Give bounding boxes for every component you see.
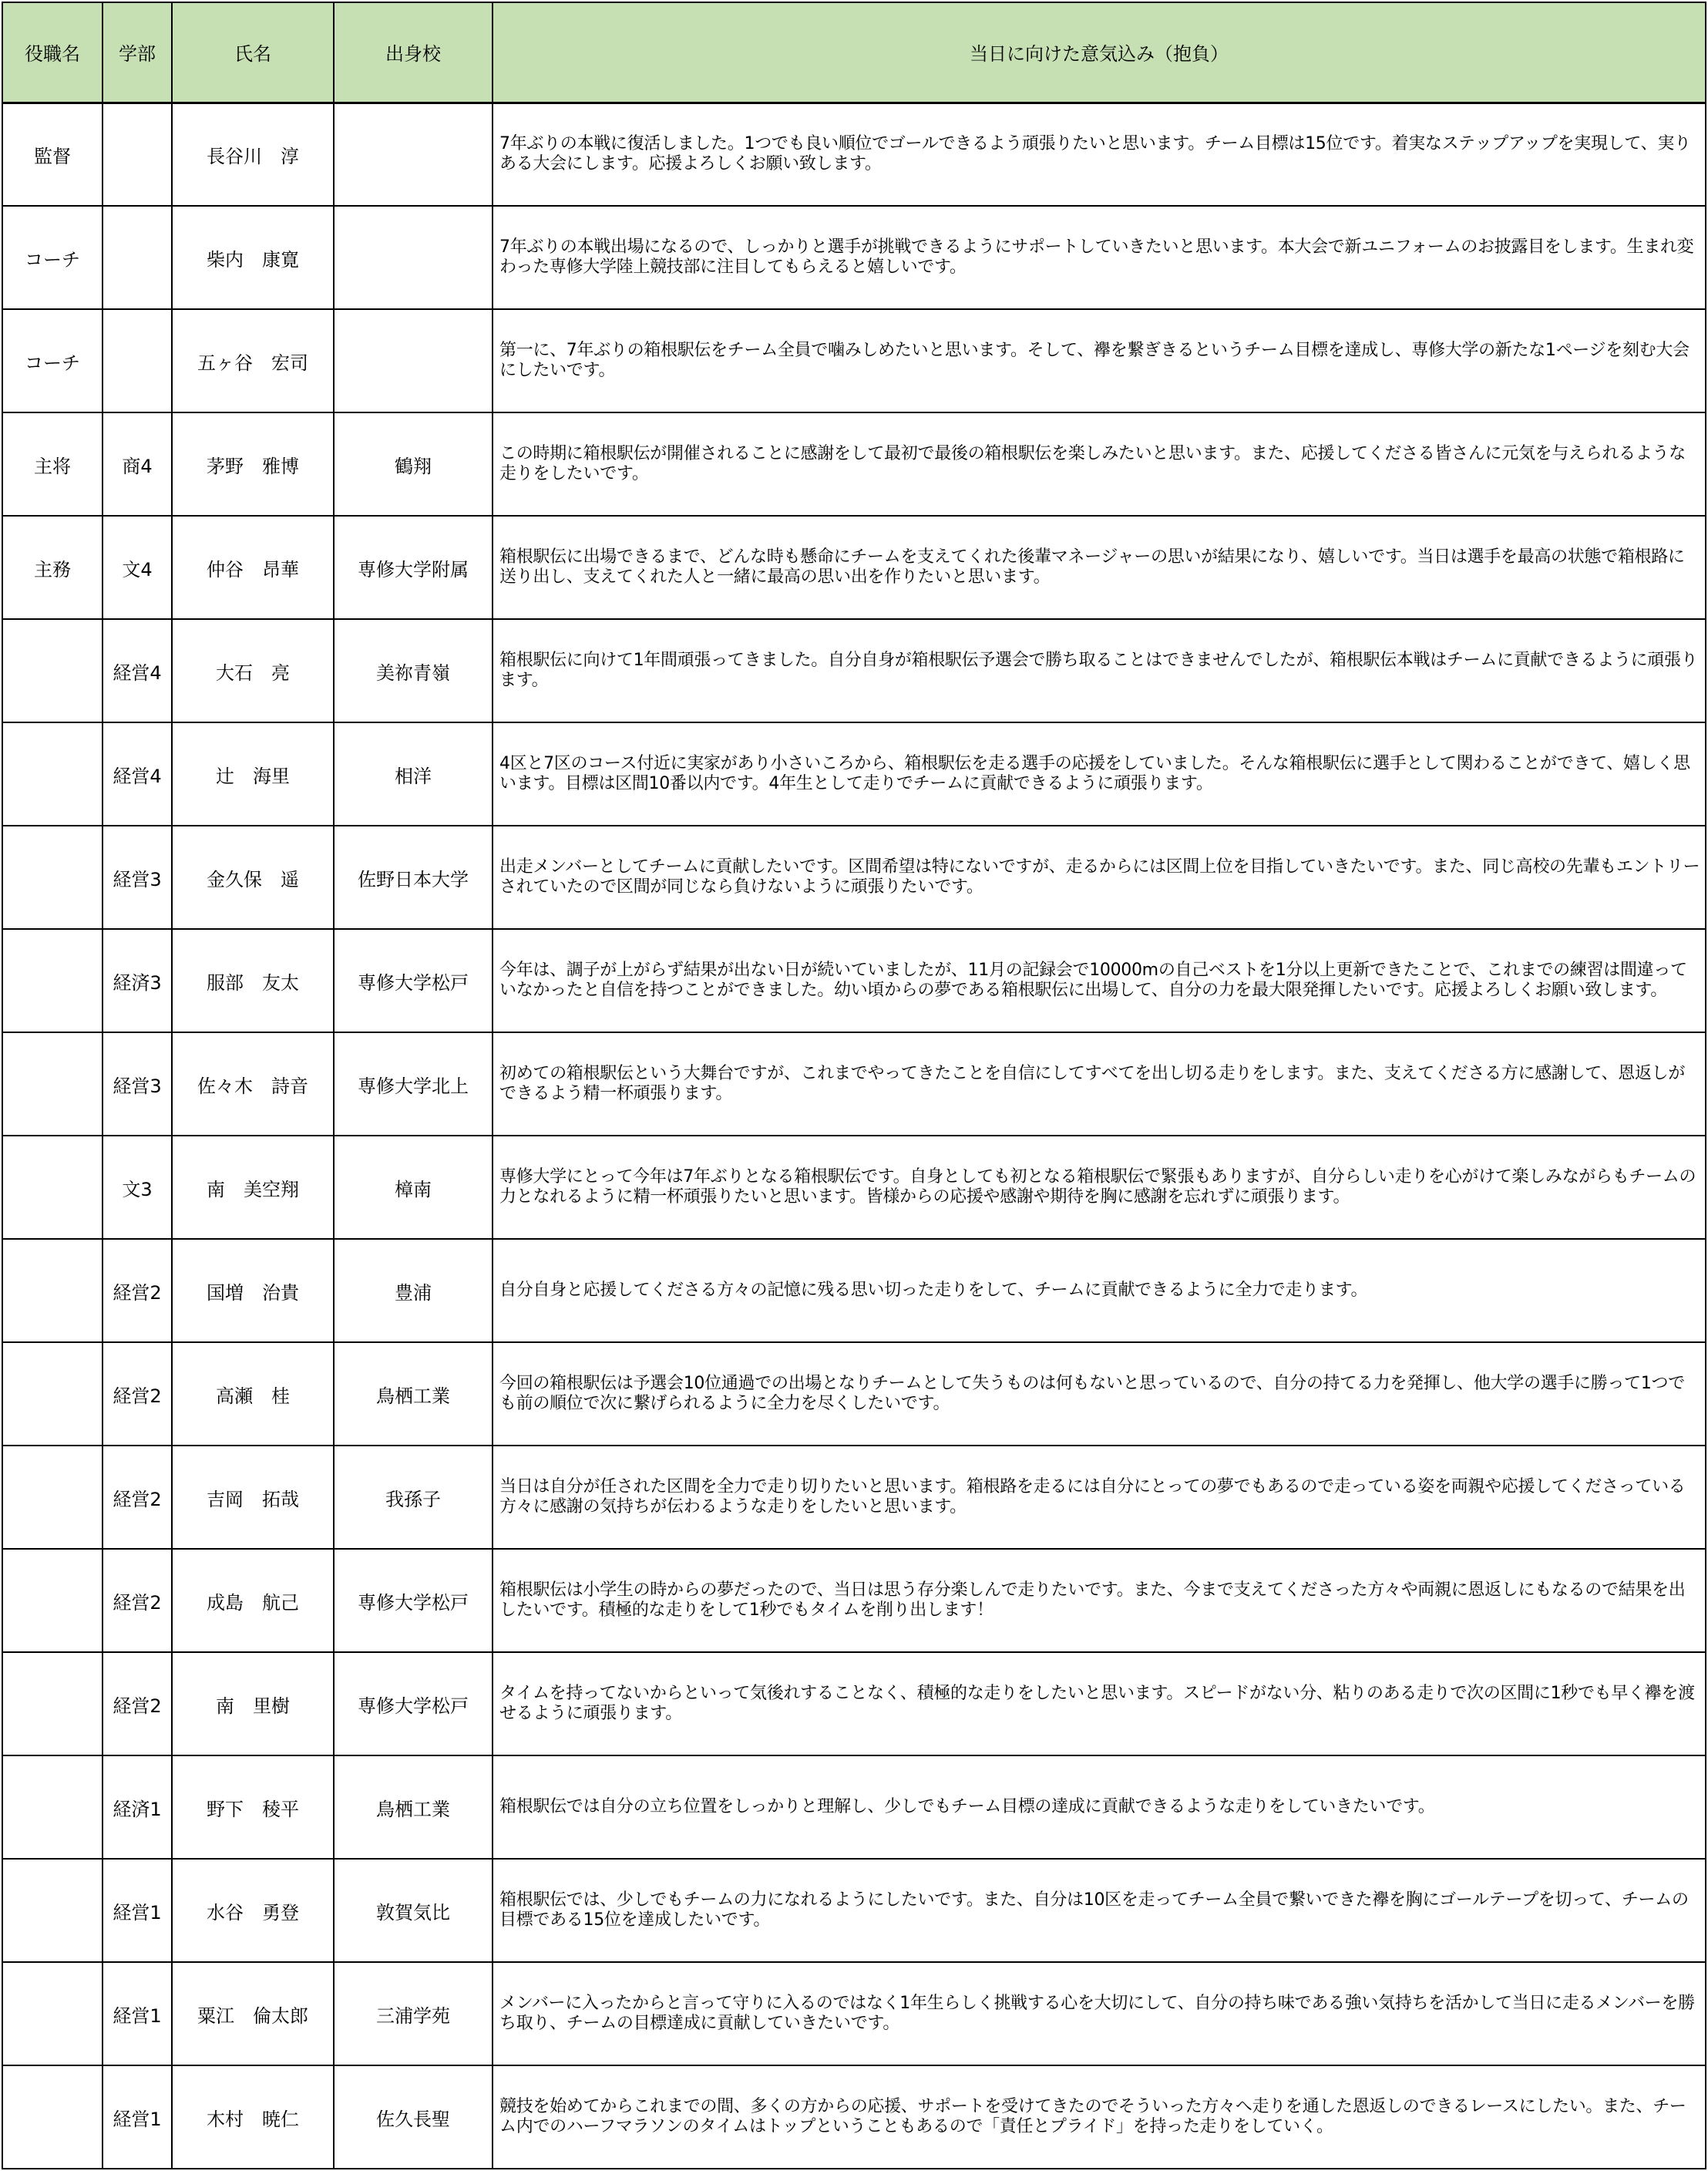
message-cell: 箱根駅伝では、少しでもチームの力になれるようにしたいです。また、自分は10区を走ってチーム全員で繋いできた襷を胸にゴールテープを切って、チームの目標である15位を達成したいです。 <box>493 1859 1706 1962</box>
school-cell: 鳥栖工業 <box>334 1342 493 1446</box>
message-cell: 第一に、7年ぶりの箱根駅伝をチーム全員で噛みしめたいと思います。そして、襷を繋ぎきるというチーム目標を達成し、専修大学の新たな1ページを刻む大会にしたいです。 <box>493 309 1706 412</box>
role-cell: 監督 <box>2 103 103 206</box>
table-row <box>2 1446 1706 1549</box>
faculty-cell: 経営1 <box>103 2065 172 2169</box>
roster-sheet <box>2 2 1705 2169</box>
faculty-cell: 商4 <box>103 412 172 516</box>
faculty-cell: 経済1 <box>103 1755 172 1859</box>
name-cell: 南 美空翔 <box>172 1136 334 1239</box>
message-cell: 初めての箱根駅伝という大舞台ですが、これまでやってきたことを自信にしてすべてを出し切る走りをします。また、支えてくださる方に感謝して、恩返しができるよう精一杯頑張ります。 <box>493 1032 1706 1136</box>
school-cell: 三浦学苑 <box>334 1962 493 2065</box>
message-cell: 箱根駅伝に向けて1年間頑張ってきました。自分自身が箱根駅伝予選会で勝ち取ることはできませんでしたが、箱根駅伝本戦はチームに貢献できるように頑張ります。 <box>493 619 1706 722</box>
header-name: 氏名 <box>172 2 334 103</box>
school-cell <box>334 103 493 206</box>
table-row <box>2 309 1706 412</box>
role-cell <box>2 1446 103 1549</box>
name-cell: 水谷 勇登 <box>172 1859 334 1962</box>
message-cell: 箱根駅伝は小学生の時からの夢だったので、当日は思う存分楽しんで走りたいです。また、今まで支えてくださった方々や両親に恩返しにもなるので結果を出したいです。積極的な走りをして1秒でもタイムを削り出します！ <box>493 1549 1706 1652</box>
table-row <box>2 619 1706 722</box>
school-cell: 専修大学松戸 <box>334 1549 493 1652</box>
role-cell: コーチ <box>2 206 103 309</box>
school-cell: 相洋 <box>334 722 493 826</box>
table-row <box>2 2065 1706 2169</box>
table-row <box>2 1136 1706 1239</box>
faculty-cell: 経営3 <box>103 1032 172 1136</box>
name-cell: 茅野 雅博 <box>172 412 334 516</box>
message-cell: メンバーに入ったからと言って守りに入るのではなく1年生らしく挑戦する心を大切にして、自分の持ち味である強い気持ちを活かして当日に走るメンバーを勝ち取り、チームの目標達成に貢献していきたいです。 <box>493 1962 1706 2065</box>
faculty-cell: 経営2 <box>103 1652 172 1755</box>
message-cell: 自分自身と応援してくださる方々の記憶に残る思い切った走りをして、チームに貢献できるように全力で走ります。 <box>493 1239 1706 1342</box>
role-cell <box>2 1549 103 1652</box>
school-cell: 専修大学松戸 <box>334 929 493 1032</box>
school-cell: 鳥栖工業 <box>334 1755 493 1859</box>
name-cell: 木村 暁仁 <box>172 2065 334 2169</box>
faculty-cell <box>103 309 172 412</box>
table-row <box>2 412 1706 516</box>
name-cell: 野下 稜平 <box>172 1755 334 1859</box>
faculty-cell: 経済3 <box>103 929 172 1032</box>
name-cell: 佐々木 詩音 <box>172 1032 334 1136</box>
faculty-cell <box>103 103 172 206</box>
role-cell <box>2 1136 103 1239</box>
school-cell: 専修大学附属 <box>334 516 493 619</box>
faculty-cell: 経営2 <box>103 1239 172 1342</box>
name-cell: 高瀬 桂 <box>172 1342 334 1446</box>
table-row <box>2 1962 1706 2065</box>
header-row <box>2 2 1706 103</box>
role-cell <box>2 722 103 826</box>
message-cell: 今年は、調子が上がらず結果が出ない日が続いていましたが、11月の記録会で10000mの自己ベストを1分以上更新できたことで、これまでの練習は間違っていなかったと自信を持つことができました。幼い頃からの夢である箱根駅伝に出場して、自分の力を最大限発揮したいです。応援よろしくお願い致します。 <box>493 929 1706 1032</box>
message-cell: 箱根駅伝では自分の立ち位置をしっかりと理解し、少しでもチーム目標の達成に貢献できるような走りをしていきたいです。 <box>493 1755 1706 1859</box>
school-cell: 鶴翔 <box>334 412 493 516</box>
role-cell <box>2 929 103 1032</box>
name-cell: 粟江 倫太郎 <box>172 1962 334 2065</box>
school-cell: 専修大学北上 <box>334 1032 493 1136</box>
name-cell: 辻 海里 <box>172 722 334 826</box>
faculty-cell: 経営2 <box>103 1446 172 1549</box>
message-cell: 競技を始めてからこれまでの間、多くの方からの応援、サポートを受けてきたのでそういった方々へ走りを通した恩返しのできるレースにしたい。また、チーム内でのハーフマラソンのタイムはトップということもあるので「責任とプライド」を持った走りをしていく。 <box>493 2065 1706 2169</box>
message-cell: 箱根駅伝に出場できるまで、どんな時も懸命にチームを支えてくれた後輩マネージャーの思いが結果になり、嬉しいです。当日は選手を最高の状態で箱根路に送り出し、支えてくれた人と一緒に最高の思い出を作りたいと思います。 <box>493 516 1706 619</box>
name-cell: 服部 友太 <box>172 929 334 1032</box>
table-row <box>2 722 1706 826</box>
header-school: 出身校 <box>334 2 493 103</box>
role-cell: 主将 <box>2 412 103 516</box>
name-cell: 仲谷 昂華 <box>172 516 334 619</box>
role-cell: 主務 <box>2 516 103 619</box>
faculty-cell: 文4 <box>103 516 172 619</box>
faculty-cell: 経営2 <box>103 1549 172 1652</box>
school-cell: 樟南 <box>334 1136 493 1239</box>
role-cell <box>2 619 103 722</box>
name-cell: 国増 治貴 <box>172 1239 334 1342</box>
role-cell <box>2 1652 103 1755</box>
table-row <box>2 516 1706 619</box>
table-row <box>2 826 1706 929</box>
role-cell: コーチ <box>2 309 103 412</box>
table-row <box>2 206 1706 309</box>
school-cell: 佐野日本大学 <box>334 826 493 929</box>
faculty-cell: 経営3 <box>103 826 172 929</box>
role-cell <box>2 1342 103 1446</box>
role-cell <box>2 1032 103 1136</box>
role-cell <box>2 1962 103 2065</box>
school-cell: 専修大学松戸 <box>334 1652 493 1755</box>
faculty-cell: 経営1 <box>103 1962 172 2065</box>
name-cell: 長谷川 淳 <box>172 103 334 206</box>
message-cell: 4区と7区のコース付近に実家があり小さいころから、箱根駅伝を走る選手の応援をしていました。そんな箱根駅伝に選手として関わることができて、嬉しく思います。目標は区間10番以内です。4年生として走りでチームに貢献できるように頑張ります。 <box>493 722 1706 826</box>
header-message: 当日に向けた意気込み（抱負） <box>493 2 1706 103</box>
faculty-cell: 経営2 <box>103 1342 172 1446</box>
school-cell: 豊浦 <box>334 1239 493 1342</box>
faculty-cell: 経営4 <box>103 619 172 722</box>
table-row <box>2 929 1706 1032</box>
table-row <box>2 103 1706 206</box>
header-faculty: 学部 <box>103 2 172 103</box>
role-cell <box>2 826 103 929</box>
message-cell: 今回の箱根駅伝は予選会10位通過での出場となりチームとして失うものは何もないと思っているので、自分の持てる力を発揮し、他大学の選手に勝って1つでも前の順位で次に繋げられるように全力を尽くしたいです。 <box>493 1342 1706 1446</box>
name-cell: 南 里樹 <box>172 1652 334 1755</box>
message-cell: 出走メンバーとしてチームに貢献したいです。区間希望は特にないですが、走るからには区間上位を目指していきたいです。また、同じ高校の先輩もエントリーされていたので区間が同じなら負けないように頑張りたいです。 <box>493 826 1706 929</box>
name-cell: 金久保 遥 <box>172 826 334 929</box>
name-cell: 五ヶ谷 宏司 <box>172 309 334 412</box>
name-cell: 成島 航己 <box>172 1549 334 1652</box>
school-cell: 佐久長聖 <box>334 2065 493 2169</box>
role-cell <box>2 1755 103 1859</box>
role-cell <box>2 1859 103 1962</box>
message-cell: 7年ぶりの本戦出場になるので、しっかりと選手が挑戦できるようにサポートしていきたいと思います。本大会で新ユニフォームのお披露目をします。生まれ変わった専修大学陸上競技部に注目してもらえると嬉しいです。 <box>493 206 1706 309</box>
message-cell: 専修大学にとって今年は7年ぶりとなる箱根駅伝です。自身としても初となる箱根駅伝で緊張もありますが、自分らしい走りを心がけて楽しみながらもチームの力となれるように精一杯頑張りたいと思います。皆様からの応援や感謝や期待を胸に感謝を忘れずに頑張ります。 <box>493 1136 1706 1239</box>
role-cell <box>2 1239 103 1342</box>
message-cell: 当日は自分が任された区間を全力で走り切りたいと思います。箱根路を走るには自分にとっての夢でもあるので走っている姿を両親や応援してくださっている方々に感謝の気持ちが伝わるような走りをしたいと思います。 <box>493 1446 1706 1549</box>
header-role: 役職名 <box>2 2 103 103</box>
table-row <box>2 1549 1706 1652</box>
table-row <box>2 1342 1706 1446</box>
roster-body <box>2 103 1706 2169</box>
role-cell <box>2 2065 103 2169</box>
table-row <box>2 1859 1706 1962</box>
faculty-cell <box>103 206 172 309</box>
name-cell: 吉岡 拓哉 <box>172 1446 334 1549</box>
school-cell <box>334 206 493 309</box>
school-cell: 美祢青嶺 <box>334 619 493 722</box>
name-cell: 大石 亮 <box>172 619 334 722</box>
school-cell: 我孫子 <box>334 1446 493 1549</box>
school-cell <box>334 309 493 412</box>
faculty-cell: 経営1 <box>103 1859 172 1962</box>
table-row <box>2 1032 1706 1136</box>
table-row <box>2 1239 1706 1342</box>
message-cell: この時期に箱根駅伝が開催されることに感謝をして最初で最後の箱根駅伝を楽しみたいと思います。また、応援してくださる皆さんに元気を与えられるような走りをしたいです。 <box>493 412 1706 516</box>
table-row <box>2 1652 1706 1755</box>
message-cell: タイムを持ってないからといって気後れすることなく、積極的な走りをしたいと思います。スピードがない分、粘りのある走りで次の区間に1秒でも早く襷を渡せるように頑張ります。 <box>493 1652 1706 1755</box>
faculty-cell: 経営4 <box>103 722 172 826</box>
school-cell: 敦賀気比 <box>334 1859 493 1962</box>
roster-table <box>2 2 1706 2169</box>
faculty-cell: 文3 <box>103 1136 172 1239</box>
message-cell: 7年ぶりの本戦に復活しました。1つでも良い順位でゴールできるよう頑張りたいと思います。チーム目標は15位です。着実なステップアップを実現して、実りある大会にします。応援よろしくお願い致します。 <box>493 103 1706 206</box>
name-cell: 柴内 康寛 <box>172 206 334 309</box>
table-row <box>2 1755 1706 1859</box>
